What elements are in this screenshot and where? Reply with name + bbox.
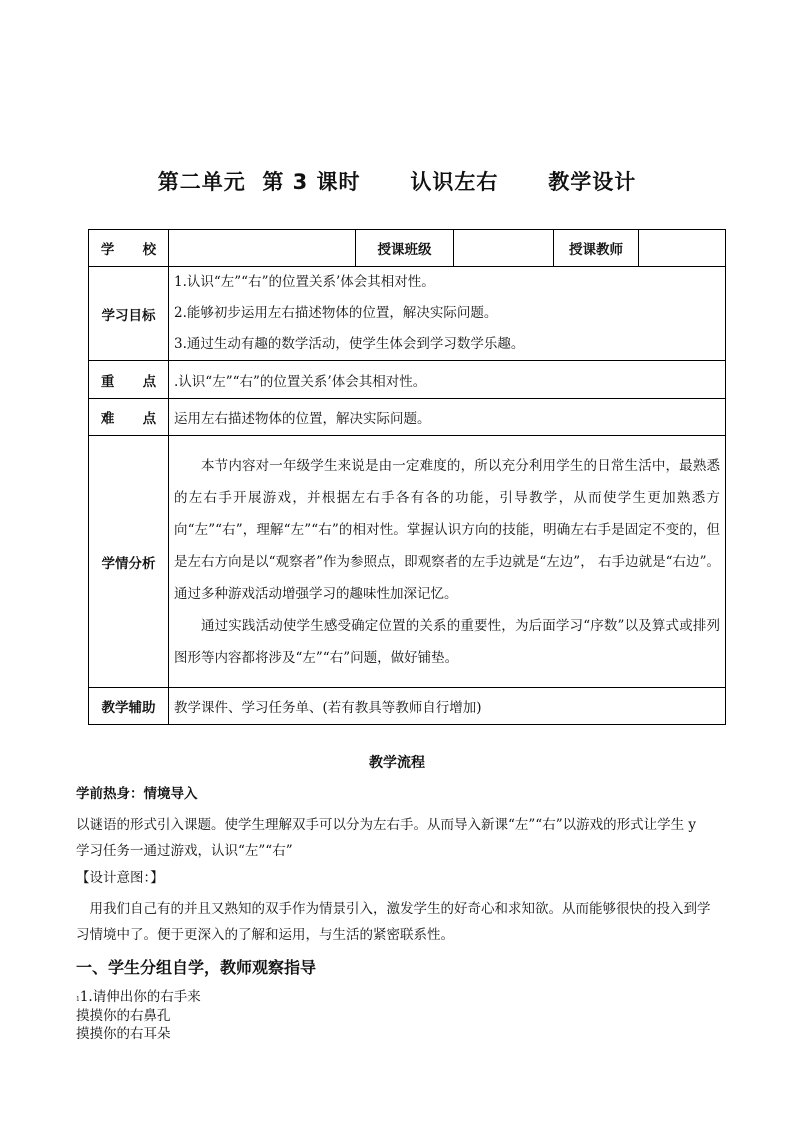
table-row: [89, 361, 726, 399]
list-marker: 1: [76, 996, 80, 1003]
analysis-paragraph: 本节内容对一年级学生来说是由一定难度的，所以充分利用学生的日常生活中，最熟悉的左右手开展游戏，并根据左右手各有各的功能，引导教学，从而使学生更加熟悉方向“左”“右”，理解“左”“右”的相对性。掌握认识方向的技能，明确左右手是固定不变的，但是左右方向是以“观察者”作为参照点，即观察者的左手边就是“左边”， 右手边就是“右边”。通过多种游戏活动增强学习的趣味性加深记忆。: [174, 457, 720, 602]
list-item: 摸摸你的右鼻孔: [76, 1008, 171, 1024]
teacher-value: [639, 230, 726, 267]
class-value: [454, 230, 554, 267]
school-value: [169, 230, 356, 267]
section-heading: 一、学生分组自学，教师观察指导: [76, 958, 317, 977]
difficulty-label: 难 点: [89, 399, 169, 436]
class-label: 授课班级: [356, 230, 454, 267]
lesson-info-table: [88, 229, 726, 725]
teacher-label: 授课教师: [554, 230, 639, 267]
design-heading: 【设计意图：】: [76, 870, 164, 886]
goal-item: 3.通过生动有趣的数学活动，使学生体会到学习数学乐趣。: [174, 336, 525, 352]
list-item-text: 1.请伸出你的右手来: [79, 989, 201, 1005]
goals-cell: [169, 267, 726, 361]
table-row: [89, 267, 726, 361]
aids-text: 教学课件、学习任务单、(若有教具等教师自行增加): [169, 688, 726, 725]
goal-item: 1.认识“左”“右”的位置关系’体会其相对性。: [174, 274, 435, 290]
table-row: [89, 436, 726, 688]
difficulty-text: 运用左右描述物体的位置，解决实际问题。: [169, 399, 726, 436]
flow-title: 教学流程: [369, 755, 425, 771]
school-label: 学 校: [89, 230, 169, 267]
goals-label: 学习目标: [89, 267, 169, 361]
analysis-paragraph: 通过实践活动使学生感受确定位置的关系的重要性，为后面学习“序数”以及算式或排列图形等内容都将涉及“左”“右”问题，做好铺垫。: [174, 617, 720, 666]
analysis-cell: [169, 436, 726, 688]
goal-item: 2.能够初步运用左右描述物体的位置，解决实际问题。: [174, 305, 498, 321]
list-item: [76, 985, 201, 1005]
design-text: 用我们自己有的并且又熟知的双手作为情景引入，激发学生的好奇心和求知欲。从而能够很快的投入到学习情境中了。便于更深入的了解和运用，与生活的紧密联系性。: [76, 901, 711, 943]
warmup-line: 学习任务一通过游戏，认识“左”“右”: [76, 843, 293, 859]
table-row: [89, 399, 726, 436]
warmup-heading: 学前热身：情境导入: [76, 786, 198, 802]
warmup-line: 以谜语的形式引入课题。使学生理解双手可以分为左右手。从而导入新课“左”“右”以游戏的形式让学生 y: [76, 817, 697, 833]
table-row: [89, 230, 726, 267]
key-point-text: .认识“左”“右”的位置关系’体会其相对性。: [169, 361, 726, 399]
table-row: [89, 688, 726, 725]
aids-label: 教学辅助: [89, 688, 169, 725]
document-title: 第二单元 第 3 课时 认识左右 教学设计: [157, 170, 637, 194]
key-point-label: 重 点: [89, 361, 169, 399]
analysis-label: 学情分析: [89, 436, 169, 688]
list-item: 摸摸你的右耳朵: [76, 1026, 171, 1042]
